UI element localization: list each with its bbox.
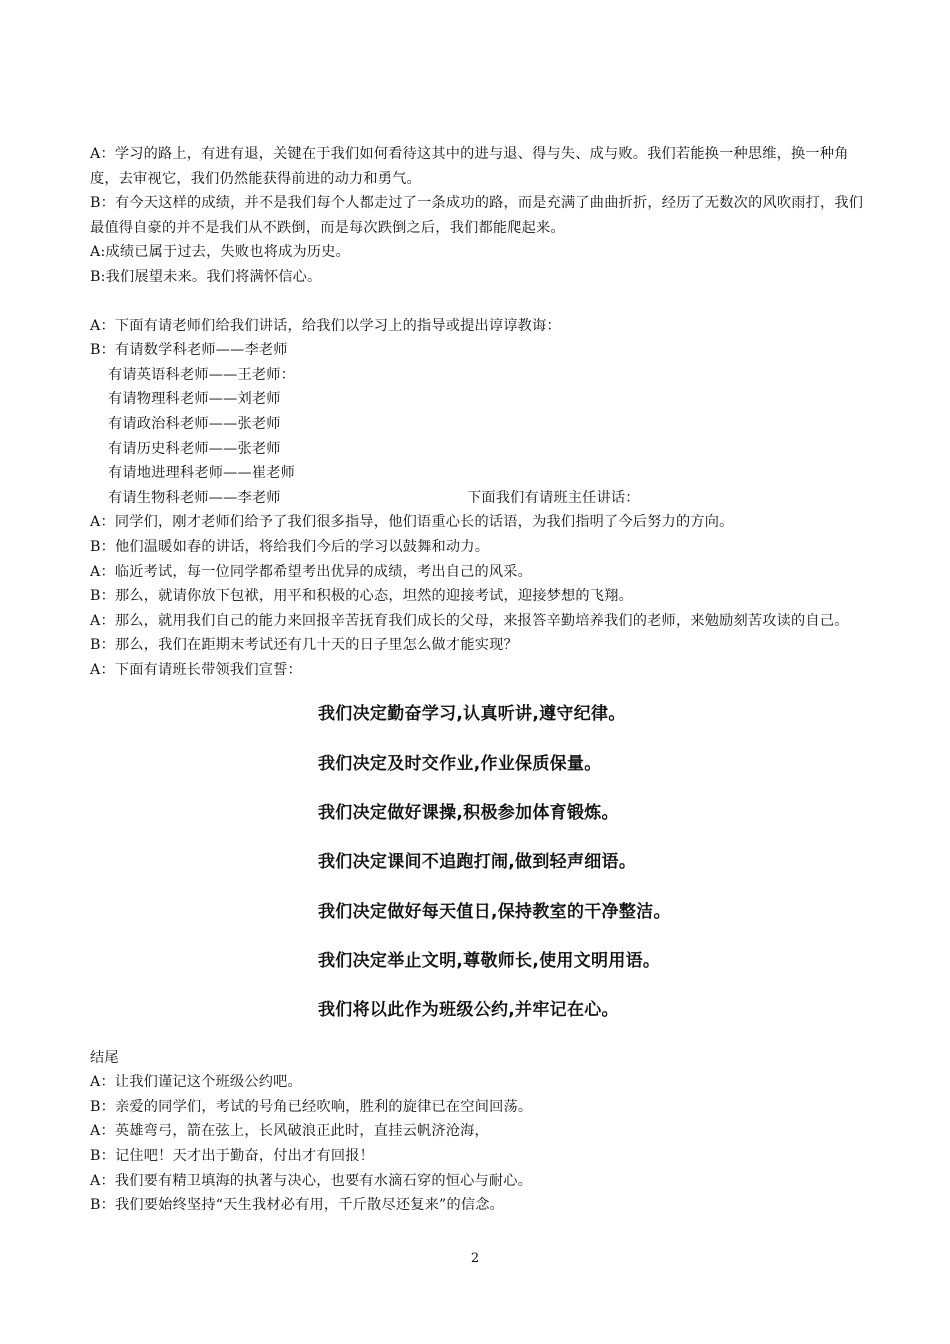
head-teacher-invite-line: 下面我们有请班主任讲话： bbox=[467, 489, 640, 506]
class-pledge-block bbox=[318, 690, 870, 1035]
intro-line-a-history: A:成绩已属于过去，失败也将成为历史。 bbox=[90, 244, 351, 261]
dialogue-line-a-guidance: A：同学们，刚才老师们给予了我们很多指导，他们语重心长的话语，为我们指明了今后努力的方向。 bbox=[90, 514, 734, 531]
teacher-line-politics: 有请政治科老师——张老师 bbox=[108, 415, 281, 432]
teacher-line-history: 有请历史科老师——张老师 bbox=[108, 440, 281, 457]
teacher-line-physics: 有请物理科老师——刘老师 bbox=[108, 391, 281, 408]
pledge-line: 我们决定及时交作业,作业保质保量。 bbox=[318, 753, 602, 774]
dialogue-line-a-repay: A：那么，就用我们自己的能力来回报辛苦抚育我们成长的父母，来报答辛勤培养我们的老师，来勉励刻苦攻读的自己。 bbox=[90, 612, 849, 629]
ending-line-a-determination: A：我们要有精卫填海的执著与决心，也要有水滴石穿的恒心与耐心。 bbox=[90, 1172, 533, 1189]
pledge-line: 我们决定课间不追跑打闹,做到轻声细语。 bbox=[318, 852, 637, 873]
dialogue-line-b-question: B：那么，我们在距期末考试还有几十天的日子里怎么做才能实现？ bbox=[90, 637, 518, 654]
page-number: 2 bbox=[470, 1251, 480, 1266]
ending-title: 结尾 bbox=[90, 1049, 119, 1066]
dialogue-line-a-pledge-intro: A：下面有请班长带领我们宣誓： bbox=[90, 661, 302, 678]
teacher-line-biology-row bbox=[90, 486, 870, 511]
ending-line-a-hero: A：英雄弯弓，箭在弦上，长风破浪正此时，直挂云帆济沧海， bbox=[90, 1123, 489, 1140]
ending-line-b-belief: B：我们要始终坚持“天生我材必有用，千斤散尽还复来”的信念。 bbox=[90, 1197, 504, 1214]
pledge-line: 我们将以此作为班级公约,并牢记在心。 bbox=[318, 1000, 619, 1021]
teacher-line-geography: 有请地进理科老师——崔老师 bbox=[108, 465, 296, 482]
intro-paragraph-a: A：学习的路上，有进有退，关键在于我们如何看待这其中的进与退、得与失、成与败。我们若能换一种思维，换一种角度，去审视它，我们仍然能获得前进的动力和勇气。 bbox=[90, 146, 849, 187]
pledge-line: 我们决定做好课操,积极参加体育锻炼。 bbox=[318, 803, 619, 824]
teacher-line-english: 有请英语科老师——王老师： bbox=[108, 366, 296, 383]
section-gap bbox=[90, 290, 870, 314]
ending-line-a-remember: A：让我们谨记这个班级公约吧。 bbox=[90, 1074, 302, 1091]
intro-paragraph-b: B：有今天这样的成绩，并不是我们每个人都走过了一条成功的路，而是充满了曲曲折折，经历了无数次的风吹雨打，我们最值得自豪的并不是我们从不跌倒，而是每次跌倒之后，我们都能爬起来。 bbox=[90, 195, 864, 236]
document-content bbox=[90, 142, 870, 1218]
pledge-line: 我们决定做好每天值日,保持教室的干净整洁。 bbox=[318, 901, 671, 922]
teacher-intro-line: A：下面有请老师们给我们讲话，给我们以学习上的指导或提出谆谆教诲： bbox=[90, 317, 561, 334]
ending-line-b-horn: B：亲爱的同学们，考试的号角已经吹响，胜利的旋律已在空间回荡。 bbox=[90, 1098, 533, 1115]
teacher-line-biology: 有请生物科老师——李老师 bbox=[108, 489, 281, 506]
intro-line-b-future: B:我们展望未来。我们将满怀信心。 bbox=[90, 268, 322, 285]
dialogue-line-a-exam: A：临近考试，每一位同学都希望考出优异的成绩，考出自己的风采。 bbox=[90, 563, 533, 580]
ending-line-b-diligence: B：记住吧！天才出于勤奋，付出才有回报！ bbox=[90, 1147, 374, 1164]
dialogue-line-b-encouragement: B：他们温暖如春的讲话，将给我们今后的学习以鼓舞和动力。 bbox=[90, 538, 490, 555]
pledge-line: 我们决定勤奋学习,认真听讲,遵守纪律。 bbox=[318, 704, 626, 725]
teacher-line-math: B：有请数学科老师——李老师 bbox=[90, 342, 288, 359]
dialogue-line-b-mindset: B：那么，就请你放下包袱，用平和积极的心态，坦然的迎接考试，迎接梦想的飞翔。 bbox=[90, 588, 633, 605]
pledge-line: 我们决定举止文明,尊敬师长,使用文明用语。 bbox=[318, 950, 661, 971]
